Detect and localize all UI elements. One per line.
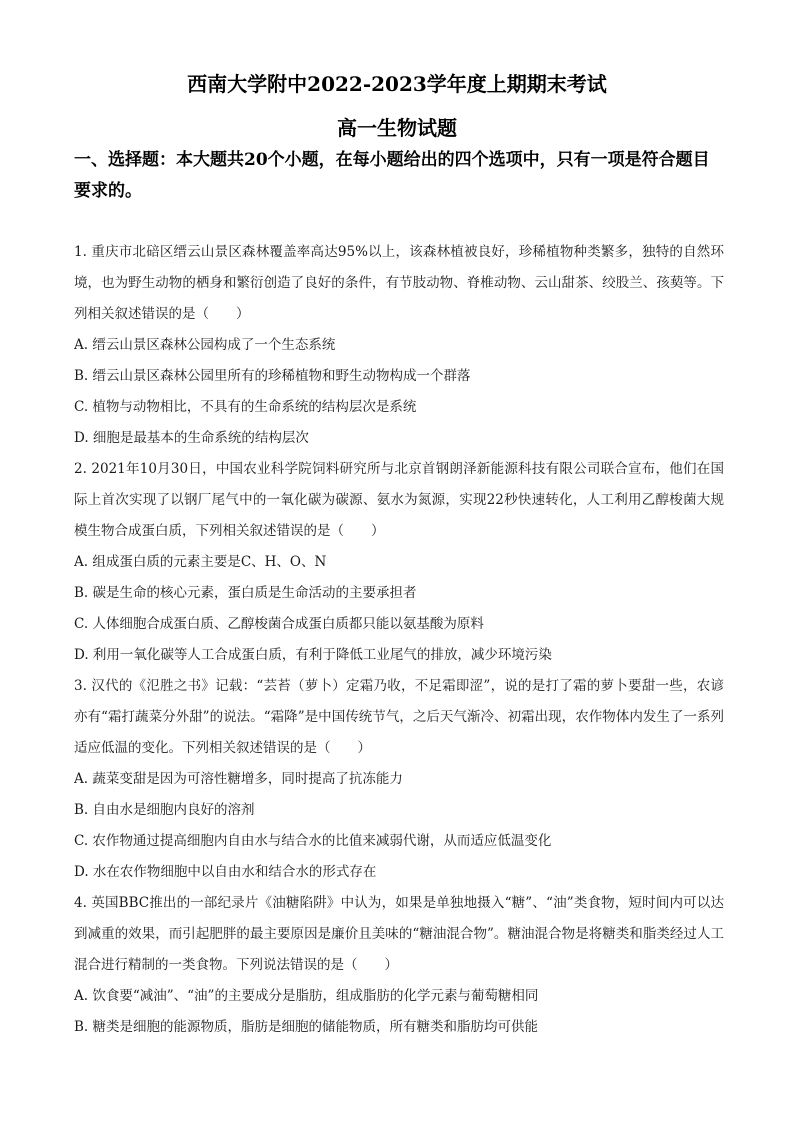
- option-b: B. 糖类是细胞的能源物质，脂肪是细胞的储能物质，所有糖类和脂肪均可供能: [74, 1019, 539, 1035]
- option-b: B. 缙云山景区森林公园里所有的珍稀植物和野生动物构成一个群落: [74, 368, 471, 384]
- option-c: C. 植物与动物相比，不具有的生命系统的结构层次是系统: [74, 399, 417, 415]
- option-c: C. 人体细胞合成蛋白质、乙醇梭菌合成蛋白质都只能以氨基酸为原料: [74, 616, 484, 632]
- option-c: C. 农作物通过提高细胞内自由水与结合水的比值来减弱代谢，从而适应低温变化: [74, 833, 552, 849]
- question-stem: 3. 汉代的《氾胜之书》记载：“芸苔（萝卜）定霜乃收，不足霜即涩”，说的是打了霜的萝卜要甜一些，农谚亦有“霜打蔬菜分外甜”的说法。“霜降”是中国传统节气，之后天气渐冷、初霜出现，农作物体内发生了一系列适应低温的变化。下列相关叙述错误的是（ ）: [74, 678, 724, 756]
- option-a: A. 缙云山景区森林公园构成了一个生态系统: [74, 337, 336, 353]
- question-list: [74, 237, 724, 1043]
- question-stem: 2. 2021年10月30日，中国农业科学院饲料研究所与北京首钢朗泽新能源科技有限公司联合宣布，他们在国际上首次实现了以钢厂尾气中的一氧化碳为碳源、氨水为氮源，实现22秒快速转化，人工利用乙醇梭菌大规模生物合成蛋白质，下列相关叙述错误的是（ ）: [74, 461, 724, 539]
- question-stem: 4. 英国BBC推出的一部纪录片《油糖陷阱》中认为，如果是单独地摄入“糖”、“油”类食物，短时间内可以达到减重的效果，而引起肥胖的最主要原因是廉价且美味的“糖油混合物”。糖油混合物是将糖类和脂类经过人工混合进行精制的一类食物。下列说法错误的是（ ）: [74, 895, 724, 973]
- option-b: B. 自由水是细胞内良好的溶剂: [74, 802, 255, 818]
- question-3: [74, 671, 724, 888]
- option-a: A. 组成蛋白质的元素主要是C、H、O、N: [74, 554, 327, 570]
- question-1: [74, 237, 724, 454]
- option-d: D. 细胞是最基本的生命系统的结构层次: [74, 430, 309, 446]
- exam-subtitle: 高一生物试题: [337, 116, 457, 140]
- option-b: B. 碳是生命的核心元素，蛋白质是生命活动的主要承担者: [74, 585, 417, 601]
- exam-title: 西南大学附中2022-2023学年度上期期末考试: [187, 72, 607, 96]
- question-4: [74, 888, 724, 1043]
- option-d: D. 利用一氧化碳等人工合成蛋白质，有利于降低工业尾气的排放，减少环境污染: [74, 647, 552, 663]
- question-2: [74, 454, 724, 671]
- section-heading: 一、选择题：本大题共20个小题，在每小题给出的四个选项中，只有一项是符合题目要求的。: [74, 150, 710, 201]
- option-a: A. 饮食要“减油”、“油”的主要成分是脂肪，组成脂肪的化学元素与葡萄糖相同: [74, 988, 539, 1004]
- option-d: D. 水在农作物细胞中以自由水和结合水的形式存在: [74, 864, 377, 880]
- question-stem: 1. 重庆市北碚区缙云山景区森林覆盖率高达95%以上，该森林植被良好，珍稀植物种类繁多，独特的自然环境，也为野生动物的栖身和繁衍创造了良好的条件，有节肢动物、脊椎动物、云山甜茶、绞股兰、孩葜等。下列相关叙述错误的是（ ）: [74, 244, 724, 322]
- option-a: A. 蔬菜变甜是因为可溶性糖增多，同时提高了抗冻能力: [74, 771, 403, 787]
